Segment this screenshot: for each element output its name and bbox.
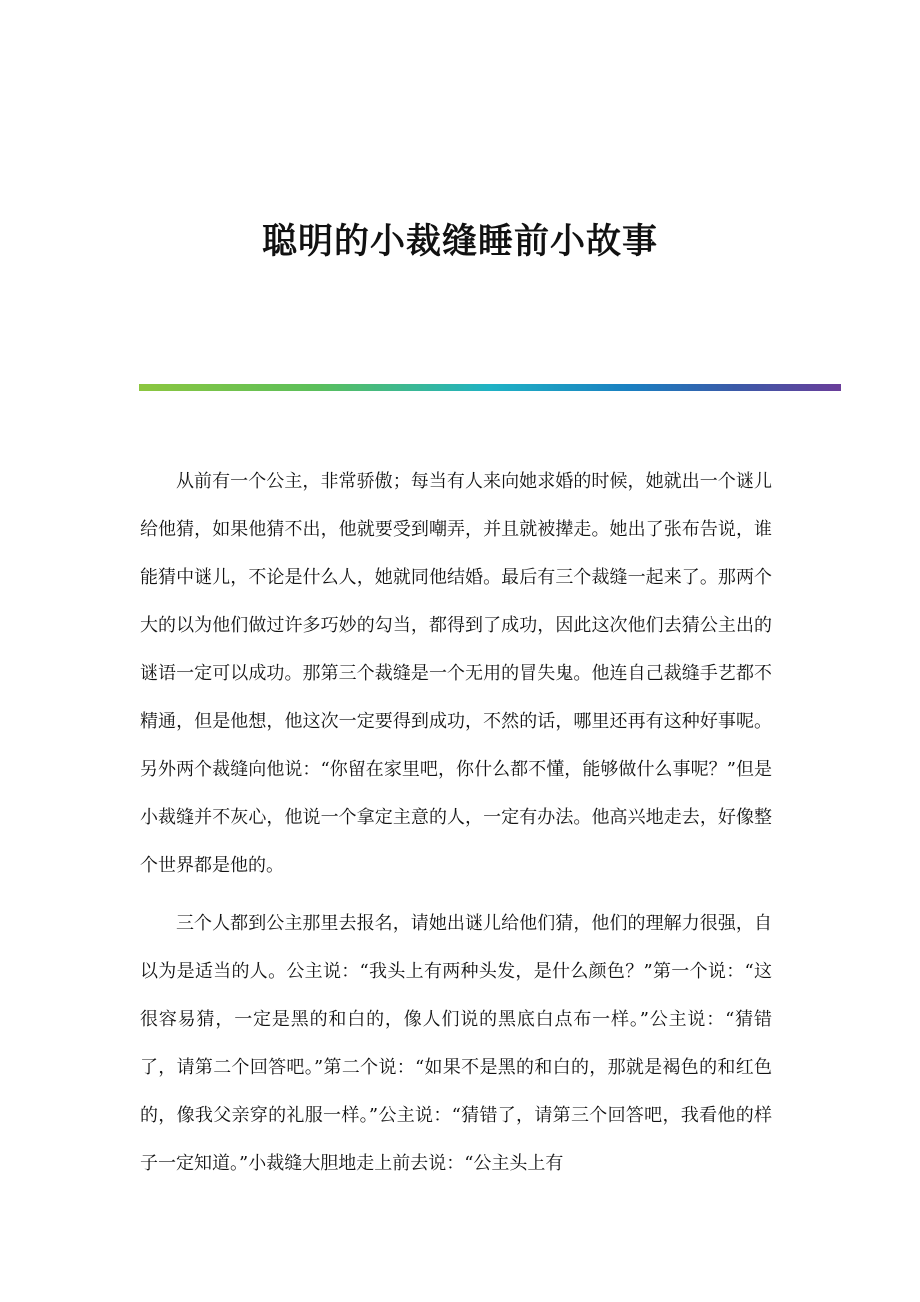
- document-title: 聪明的小裁缝睡前小故事: [261, 221, 658, 262]
- gradient-divider: [139, 384, 841, 391]
- paragraph-1: 从前有一个公主，非常骄傲；每当有人来向她求婚的时候，她就出一个谜儿给他猜，如果他猜不出，他就要受到嘲弄，并且就被撵走。她出了张布告说，谁能猜中谜儿，不论是什么人，她就同他结婚。最后有三个裁缝一起来了。那两个大的以为他们做过许多巧妙的勾当，都得到了成功，因此这次他们去猜公主出的谜语一定可以成功。那第三个裁缝是一个无用的冒失鬼。他连自己裁缝手艺都不精通，但是他想，他这次一定要得到成功，不然的话，哪里还再有这种好事呢。另外两个裁缝向他说：“你留在家里吧，你什么都不懂，能够做什么事呢？”但是小裁缝并不灰心，他说一个拿定主意的人，一定有办法。他高兴地走去，好像整个世界都是他的。: [140, 471, 772, 876]
- document-body: [140, 458, 772, 1188]
- paragraph-2: 三个人都到公主那里去报名，请她出谜儿给他们猜，他们的理解力很强，自以为是适当的人。公主说：“我头上有两种头发，是什么颜色？”第一个说：“这很容易猜，一定是黑的和白的，像人们说的黑底白点布一样。”公主说：“猜错了，请第二个回答吧。”第二个说：“如果不是黑的和白的，那就是褐色的和红色的，像我父亲穿的礼服一样。”公主说：“猜错了，请第三个回答吧，我看他的样子一定知道。”小裁缝大胆地走上前去说：“公主头上有: [140, 913, 772, 1174]
